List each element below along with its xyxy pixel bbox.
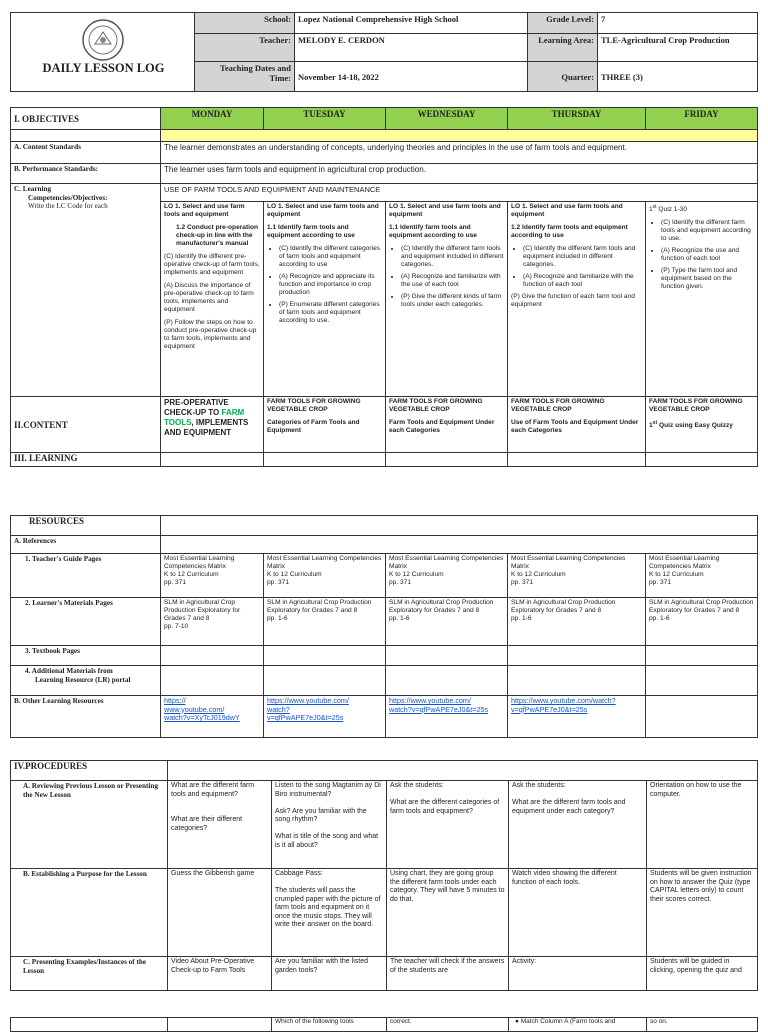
lc-label: C. Learning Competencies/Objectives: Write the LC Code for each [11, 184, 161, 397]
lc-friday: 1st Quiz 1-30 • (C) Identify the different farm tools and equipment according to use. • (A) Recognize the use and function of each tool • (P) Type the farm tool and equipment based on the function given. [646, 202, 758, 397]
dates-label: Teaching Dates and Time: [195, 62, 295, 92]
objectives-title: I. OBJECTIVES [11, 108, 161, 130]
tg-monday: Most Essential Learning Competencies Matrix K to 12 Curriculum pp. 371 [161, 554, 264, 598]
tg-wednesday: Most Essential Learning Competencies Matrix K to 12 Curriculum pp. 371 [386, 554, 508, 598]
content-tuesday: FARM TOOLS FOR GROWING VEGETABLE CROP Categories of Farm Tools and Equipment [264, 397, 386, 453]
review-label: A. Reviewing Previous Lesson or Presenting the New Lesson [11, 781, 168, 869]
lc-thursday: LO 1. Select and use farm tools and equipment 1.2 Identify farm tools and equipment according to use • (C) Identify the different farm tools and equipment included in different categories. • (A) Recognize and familiarize with the function of each tool (P) Give the function of each farm tool and equipment [508, 202, 646, 397]
lm-wednesday: SLM in Agricultural Crop Production Exploratory for Grades 7 and 8 pp. 1-6 [386, 598, 508, 646]
lm-tuesday: SLM in Agricultural Crop Production Exploratory for Grades 7 and 8 pp. 1-6 [264, 598, 386, 646]
procedures-title: IV.PROCEDURES [11, 761, 168, 781]
day-tuesday: TUESDAY [264, 108, 386, 130]
quarter-label: Quarter: [528, 62, 598, 92]
link-tuesday[interactable]: https://www.youtube.com/ watch? v=qfPwAPE7eJ0&t=25s [264, 696, 386, 738]
lm-thursday: SLM in Agricultural Crop Production Exploratory for Grades 7 and 8 pp. 1-6 [508, 598, 646, 646]
textbook-label: 3. Textbook Pages [11, 646, 161, 666]
content-wednesday: FARM TOOLS FOR GROWING VEGETABLE CROP Farm Tools and Equipment Under each Categories [386, 397, 508, 453]
content-standards-label: A. Content Standards [11, 142, 161, 164]
day-monday: MONDAY [161, 108, 264, 130]
area-label: Learning Area: [528, 34, 598, 62]
day-thursday: THURSDAY [508, 108, 646, 130]
resources-title: RESOURCES [11, 516, 161, 536]
objectives-table [10, 107, 758, 467]
examples-thursday: Activity: [509, 957, 647, 991]
area-value: TLE-Agricultural Crop Production [598, 34, 758, 62]
additional-materials-label: 4. Additional Materials from Learning Resource (LR) portal [11, 666, 161, 696]
content-standards-text: The learner demonstrates an understanding of concepts, underlying theories and principles in the use of farm tools and equipment. [161, 142, 758, 164]
examples-friday: Students will be guided in clicking, opening the quiz and [647, 957, 758, 991]
header-logo-box [10, 12, 195, 92]
tg-thursday: Most Essential Learning Competencies Matrix K to 12 Curriculum pp. 371 [508, 554, 646, 598]
day-wednesday: WEDNESDAY [386, 108, 508, 130]
purpose-tuesday: Cabbage Pass: The students will pass the crumpled paper with the picture of farm tools and equipment on it once the music stops. They will write their answer on the board. [272, 869, 387, 957]
review-tuesday: Listen to the song Magtanim ay Di Biro instrumental? Ask? Are you familiar with the song rhythm? What is title of the song and what is it all about? [272, 781, 387, 869]
purpose-friday: Students will be given instruction on how to answer the Quiz (type CAPITAL letters only) to count their scores correct. [647, 869, 758, 957]
highlight-row [161, 130, 758, 142]
purpose-thursday: Watch video showing the different function of each tools. [509, 869, 647, 957]
continued-tuesday: Which of the following tools [272, 1018, 387, 1032]
lc-tuesday: LO 1. Select and use farm tools and equipment 1.1 Identify farm tools and equipment according to use • (C) Identify the different categories of farm tools and equipment according to use • (A) Recognize and appreciate its function and importance in crop production • (P) Enumerate different categories of farm tools and equipment according to use. [264, 202, 386, 397]
lm-monday: SLM in Agricultural Crop Production Exploratory for Grades 7 and 8 pp. 7-10 [161, 598, 264, 646]
header-table [194, 12, 758, 92]
deped-seal-icon [81, 18, 125, 62]
review-wednesday: Ask the students: What are the different categories of farm tools and equipment? [387, 781, 509, 869]
purpose-label: B. Establishing a Purpose for the Lesson [11, 869, 168, 957]
review-monday: What are the different farm tools and equipment? What are their different categories? [168, 781, 272, 869]
examples-wednesday: The teacher will check if the answers of the students are [387, 957, 509, 991]
lc-wednesday: LO 1. Select and use farm tools and equipment 1.1 Identify farm tools and equipment according to use • (C) Identify the different farm tools and equipment included in different categories. • (A) Recognize and familiarize with the use of each tool • (P) Give the different kinds of farm tools under each categories. [386, 202, 508, 397]
tg-tuesday: Most Essential Learning Competencies Matrix K to 12 Curriculum pp. 371 [264, 554, 386, 598]
examples-label: C. Presenting Examples/Instances of the Lesson [11, 957, 168, 991]
grade-label: Grade Level: [528, 13, 598, 34]
purpose-monday: Guess the Gibberish game [168, 869, 272, 957]
next-page-fragment [10, 1017, 758, 1032]
review-thursday: Ask the students: What are the different farm tools and equipment under each category? [509, 781, 647, 869]
resources-table [10, 515, 758, 738]
lc-banner: USE OF FARM TOOLS AND EQUIPMENT AND MAINTENANCE [161, 184, 758, 202]
continued-thursday: ● Match Column A (Farm tools and [509, 1018, 647, 1032]
learning-label: III. LEARNING [11, 453, 161, 467]
content-friday: FARM TOOLS FOR GROWING VEGETABLE CROP 1st Quiz using Easy Quizzy [646, 397, 758, 453]
teacher-value: MELODY E. CERDON [295, 34, 528, 62]
continued-wednesday: correct. [387, 1018, 509, 1032]
references-label: A. References [11, 536, 161, 554]
link-monday[interactable]: https:// www.youtube.com/ watch?v=XyTcJ019dwY [161, 696, 264, 738]
procedures-table [10, 760, 758, 991]
link-wednesday[interactable]: https://www.youtube.com/ watch?v=qfPwAPE7eJ0&t=25s [386, 696, 508, 738]
learners-materials-label: 2. Learner's Materials Pages [11, 598, 161, 646]
content-thursday: FARM TOOLS FOR GROWING VEGETABLE CROP Use of Farm Tools and Equipment Under each Categories [508, 397, 646, 453]
continued-friday: so on. [647, 1018, 758, 1032]
performance-standards-label: B. Performance Standards: [11, 164, 161, 184]
performance-standards-text: The learner uses farm tools and equipment in agricultural crop production. [161, 164, 758, 184]
link-thursday[interactable]: https://www.youtube.com/watch? v=qfPwAPE7eJ0&t=25s [508, 696, 646, 738]
lm-friday: SLM in Agricultural Crop Production Exploratory for Grades 7 and 8 pp. 1-6 [646, 598, 758, 646]
purpose-wednesday: Using chart, they are going group the different farm tools under each category. They will have 5 minutes to do that. [387, 869, 509, 957]
grade-value: 7 [598, 13, 758, 34]
review-friday: Orientation on how to use the computer. [647, 781, 758, 869]
teacher-label: Teacher: [195, 34, 295, 62]
teachers-guide-label: 1. Teacher's Guide Pages [11, 554, 161, 598]
content-monday: PRE-OPERATIVE CHECK-UP TO FARM TOOLS, IMPLEMENTS AND EQUIPMENT [161, 397, 264, 453]
other-resources-label: B. Other Learning Resources [11, 696, 161, 738]
school-value: Lopez National Comprehensive High School [295, 13, 528, 34]
examples-tuesday: Are you familiar with the listed garden tools? [272, 957, 387, 991]
examples-monday: Video About Pre-Operative Check-up to Farm Tools [168, 957, 272, 991]
day-friday: FRIDAY [646, 108, 758, 130]
dates-value: November 14-18, 2022 [295, 62, 528, 92]
doc-title: DAILY LESSON LOG [42, 61, 165, 75]
tg-friday: Most Essential Learning Competencies Matrix K to 12 Curriculum pp. 371 [646, 554, 758, 598]
content-label: II.CONTENT [11, 397, 161, 453]
lc-monday: LO 1. Select and use farm tools and equipment 1.2 Conduct pre-operation check-up in line with the manufacturer's manual (C) Identify the different pre-operative check-up of farm tools, implements and equipment (A) Discuss the importance of pre-operative check-up to farm tools, implements and equipment (P) Follow the steps on how to conduct pre-operative check-up to farm tools, implements and equipment [161, 202, 264, 397]
quarter-value: THREE (3) [598, 62, 758, 92]
school-label: School: [195, 13, 295, 34]
